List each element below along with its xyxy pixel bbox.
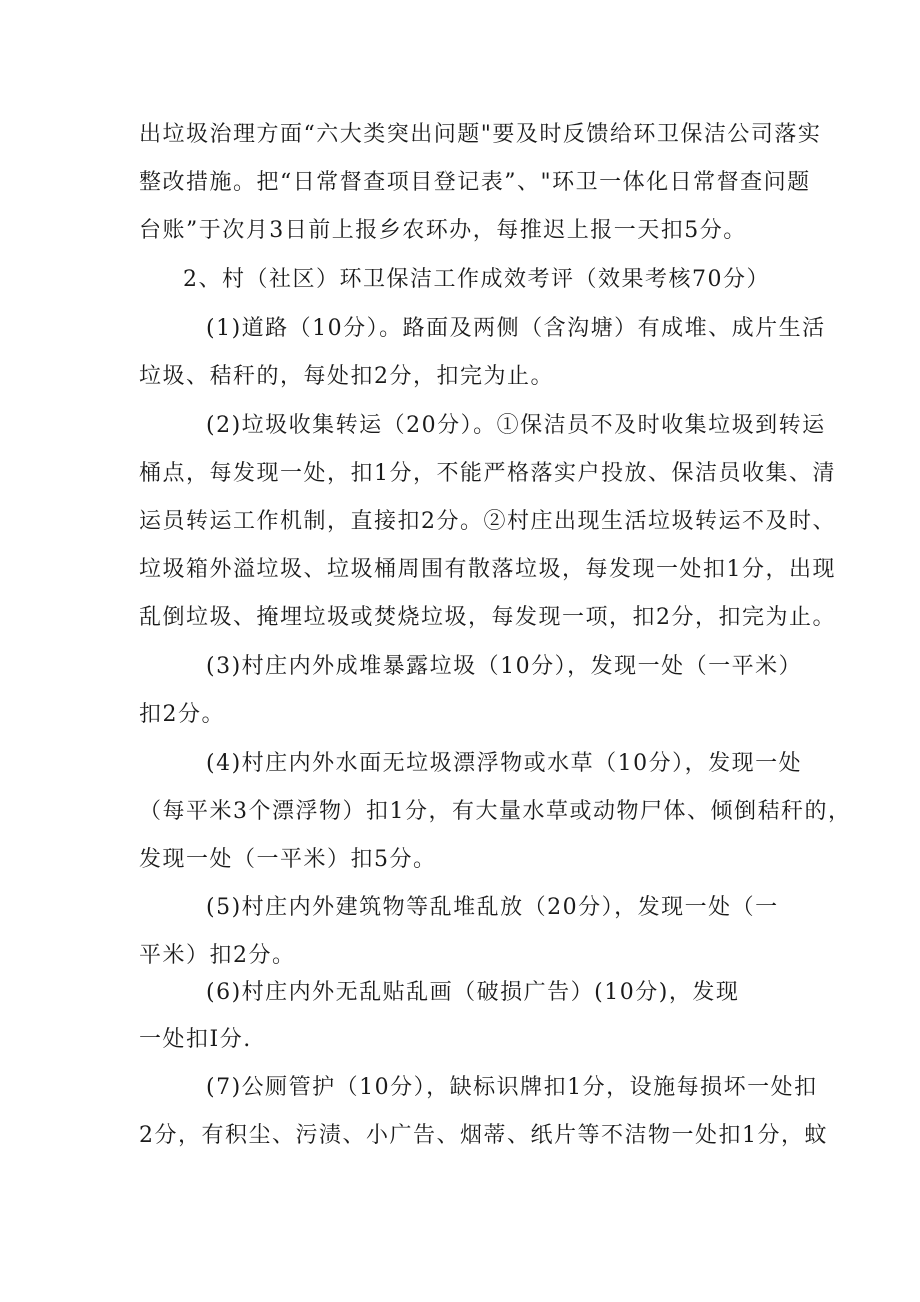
text-line: 2分，有积尘、污渍、小广告、烟蒂、纸片等不洁物一处扣1分，蚊 <box>139 1123 828 1148</box>
text-line: (5)村庄内外建筑物等乱堆乱放（20分），发现一处（一 <box>206 895 779 920</box>
text-line: (2)垃圾收集转运（20分）。①保洁员不及时收集垃圾到转运 <box>206 413 826 438</box>
text-line: 台账”于次月3日前上报乡农环办，每推迟上报一天扣5分。 <box>139 218 747 243</box>
text-line: 整改措施。把“日常督查项目登记表”、"环卫一体化日常督查问题 <box>139 170 811 195</box>
section-heading: 2、村（社区）环卫保洁工作成效考评（效果考核70分） <box>183 267 770 292</box>
text-line: (7)公厕管护（10分），缺标识牌扣1分，设施每损坏一处扣 <box>206 1075 818 1100</box>
text-line: 发现一处（一平米）扣5分。 <box>139 847 437 872</box>
text-line: 扣2分。 <box>139 702 225 727</box>
text-line: 一处扣I分. <box>139 1027 252 1052</box>
text-line: 桶点，每发现一处，扣1分，不能严格落实户投放、保洁员收集、清 <box>139 461 836 486</box>
text-line: 运员转运工作机制，直接扣2分。②村庄出现生活垃圾转运不及时、 <box>139 509 836 534</box>
text-line: 平米）扣2分。 <box>139 943 296 968</box>
text-line: (3)村庄内外成堆暴露垃圾（10分），发现一处（一平米） <box>206 654 803 679</box>
text-line: 垃圾箱外溢垃圾、垃圾桶周围有散落垃圾，每发现一处扣1分，出现 <box>139 557 836 582</box>
text-line: 垃圾、秸秆的，每处扣2分，扣完为止。 <box>139 364 554 389</box>
text-line: (4)村庄内外水面无垃圾漂浮物或水草（10分），发现一处 <box>206 751 803 776</box>
text-line: 出垃圾治理方面“六大类突出问题"要及时反馈给环卫保洁公司落实 <box>139 122 822 147</box>
text-line: (6)村庄内外无乱贴乱画（破损广告）(10分)，发现 <box>206 980 740 1005</box>
text-line: (1)道路（10分）。路面及两侧（含沟塘）有成堆、成片生活 <box>206 316 826 341</box>
text-line: （每平米3个漂浮物）扣1分，有大量水草或动物尸体、倾倒秸秆的， <box>139 799 852 824</box>
text-line: 乱倒垃圾、掩埋垃圾或焚烧垃圾，每发现一项，扣2分，扣完为止。 <box>139 605 836 630</box>
